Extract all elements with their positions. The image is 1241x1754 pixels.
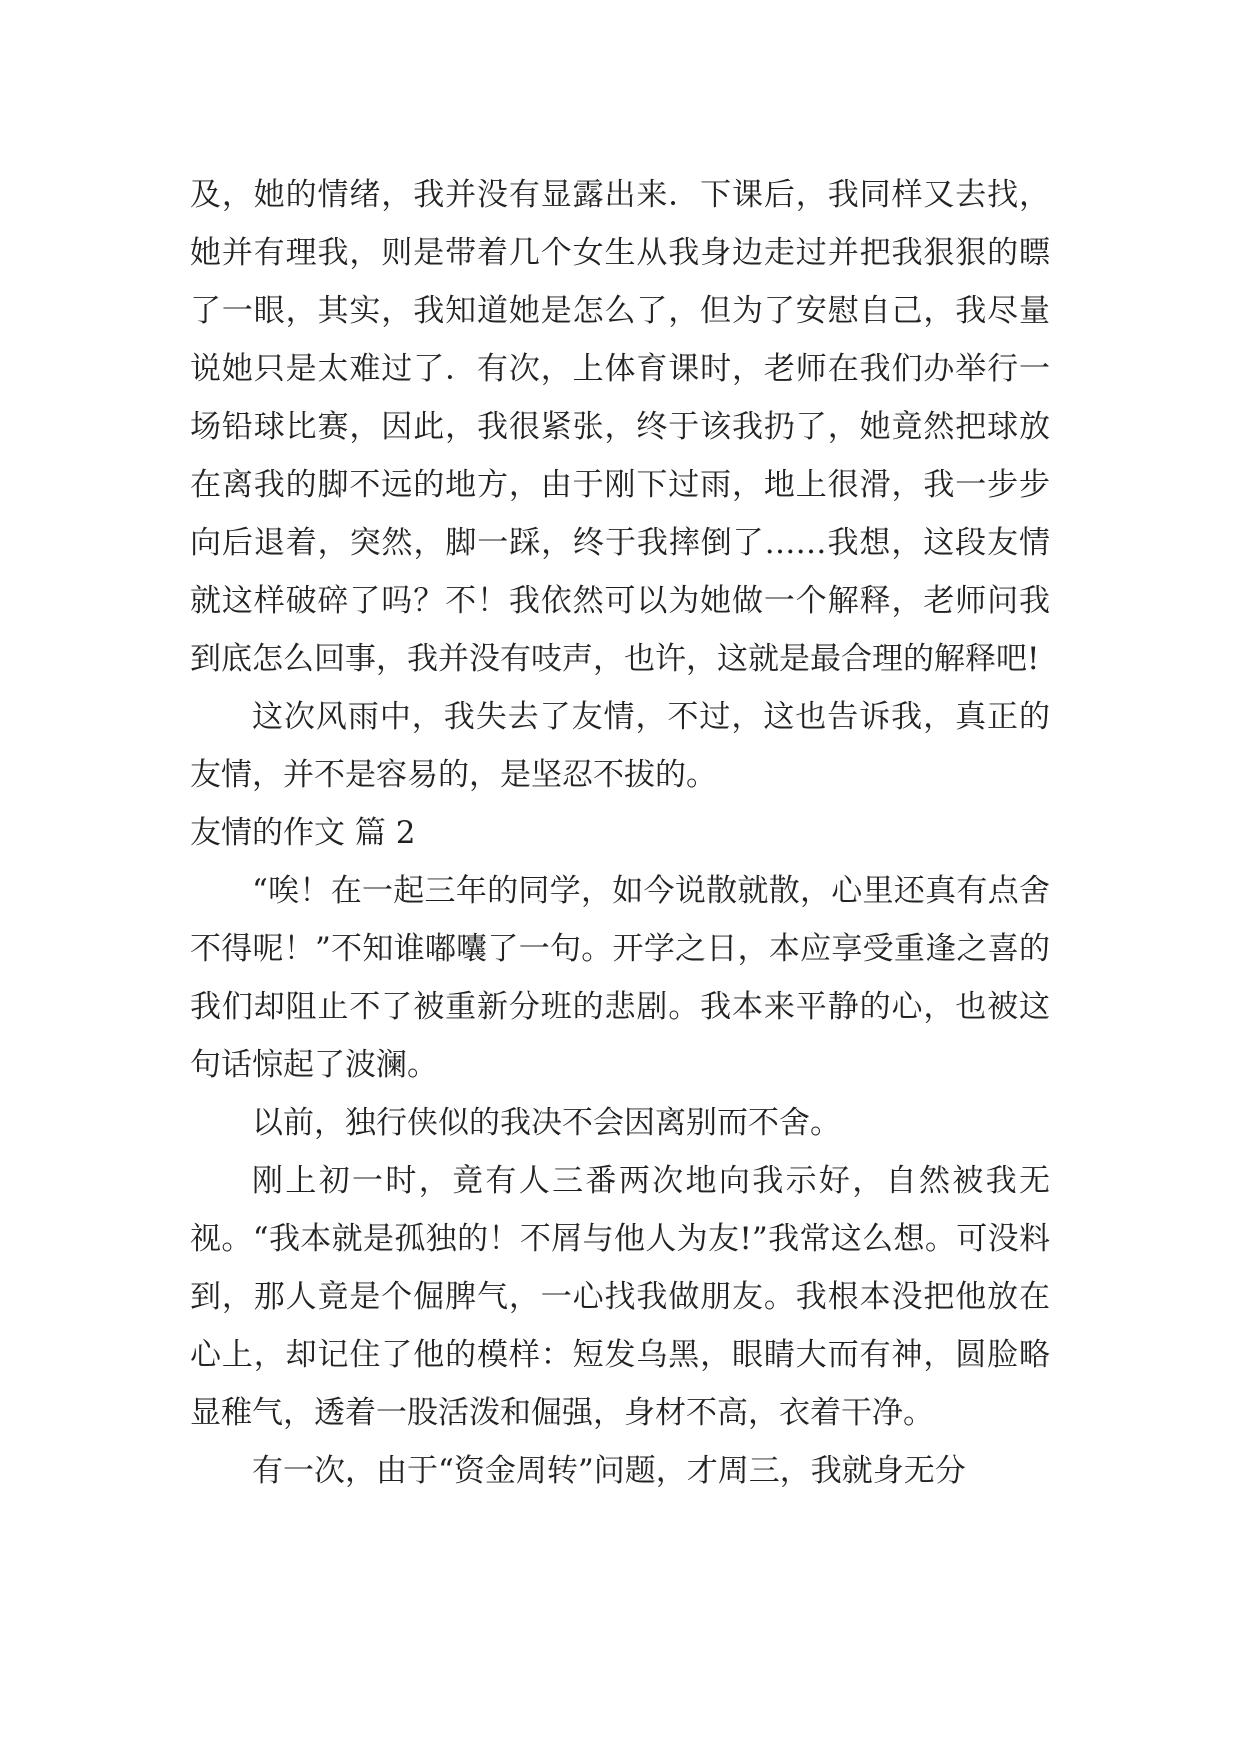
- paragraph-continuation: 及，她的情绪，我并没有显露出来．下课后，我同样又去找，她并有理我，则是带着几个女生从我身边走过并把我狠狠的瞟了一眼，其实，我知道她是怎么了，但为了安慰自己，我尽量说她只是太难过了．有次，上体育课时，老师在我们办举行一场铅球比赛，因此，我很紧张，终于该我扔了，她竟然把球放在离我的脚不远的地方，由于刚下过雨，地上很滑，我一步步向后退着，突然，脚一踩，终于我摔倒了……我想，这段友情就这样破碎了吗？不！我依然可以为她做一个解释，老师问我到底怎么回事，我并没有吱声，也许，这就是最合理的解释吧!: [190, 177, 1050, 677]
- document-body: [190, 166, 1050, 1500]
- paragraph: 刚上初一时，竟有人三番两次地向我示好，自然被我无视。“我本就是孤独的！不屑与他人为友!”我常这么想。可没料到，那人竟是个倔脾气，一心找我做朋友。我根本没把他放在心上，却记住了他的模样：短发乌黑，眼睛大而有神，圆脸略显稚气，透着一股活泼和倔强，身材不高，衣着干净。: [190, 1163, 1050, 1431]
- paragraph: 有一次，由于“资金周转”问题，才周三，我就身无分: [252, 1453, 966, 1489]
- paragraph-conclusion: 这次风雨中，我失去了友情，不过，这也告诉我，真正的友情，并不是容易的，是坚忍不拔的。: [190, 699, 1050, 793]
- section-title: 友情的作文 篇 2: [190, 815, 416, 851]
- paragraph: 以前，独行侠似的我决不会因离别而不舍。: [252, 1105, 841, 1141]
- paragraph: “唉！在一起三年的同学，如今说散就散，心里还真有点舍不得呢！”不知谁嘟囔了一句。开学之日，本应享受重逢之喜的我们却阻止不了被重新分班的悲剧。我本来平静的心，也被这句话惊起了波澜。: [190, 873, 1050, 1083]
